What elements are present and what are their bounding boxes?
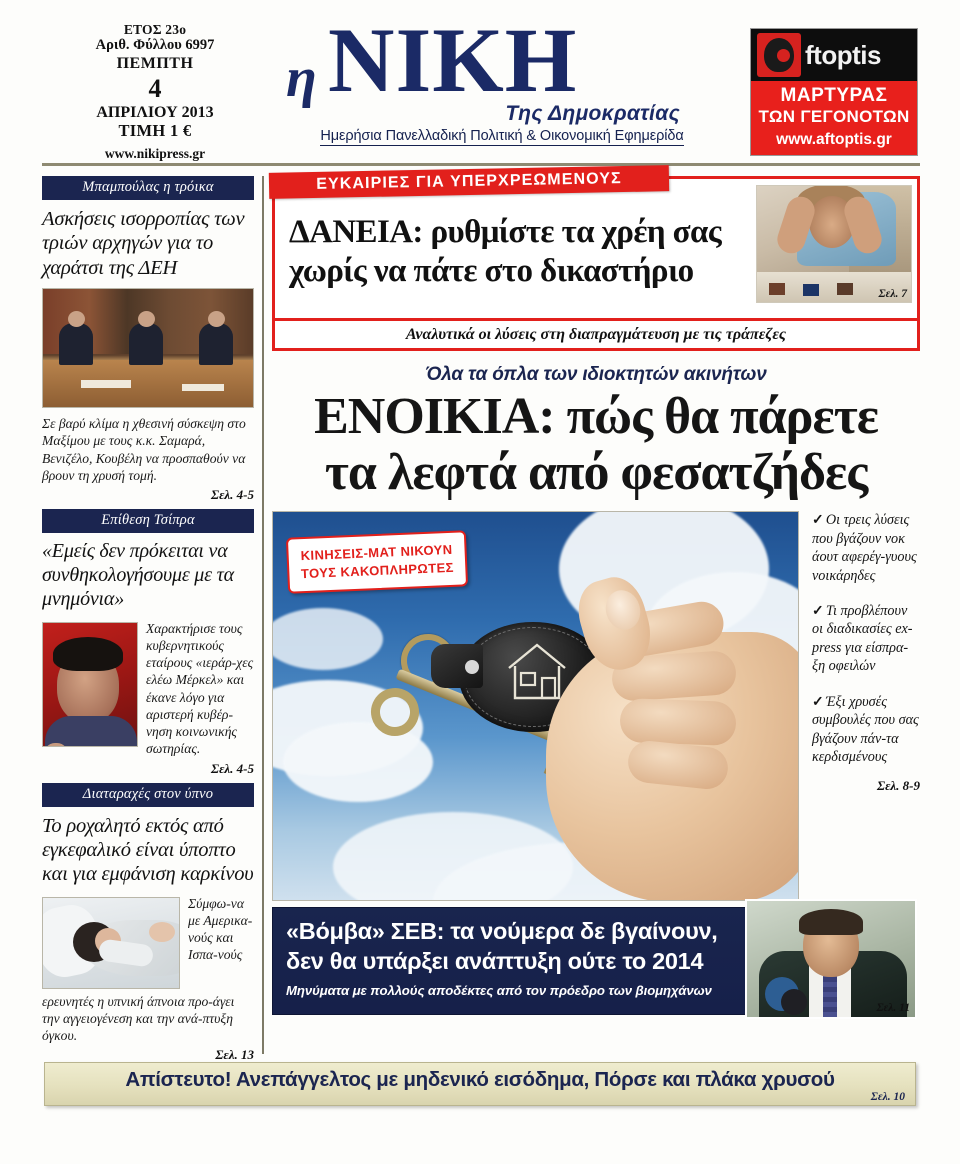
sidebar-item-troika[interactable] [42, 176, 254, 503]
check-icon: ✓ [812, 512, 824, 529]
issue-year: ΕΤΟΣ 23ο [123, 22, 187, 37]
ad-brand: ftoptis [805, 39, 881, 70]
rail-bullet[interactable] [812, 693, 920, 767]
masthead-website[interactable]: www.nikipress.gr [104, 145, 206, 161]
photo-tsipras [42, 622, 138, 747]
rail-bullet-text: Έξι χρυσές συμβουλές που σας βγάζουν πάν-τα κερδισμένους [812, 693, 919, 766]
sidebar-body: Σε βαρύ κλίμα η χθεσινή σύσκεψη στο Μαξίμου με τους κ.κ. Σαμαρά, Βενιζέλο, Κουβέλη να προσπαθούν να βρουν τη χρυσή τομή. [42, 416, 246, 483]
finger [619, 698, 736, 746]
masthead-divider [42, 163, 920, 166]
issue-weekday: ΠΕΜΠΤΗ [116, 55, 194, 73]
logo-name: ΝΙΚΗ [328, 9, 578, 111]
sidebar [42, 176, 264, 1063]
house-icon [505, 640, 569, 702]
sidebar-page-ref: Σελ. 4-5 [211, 487, 254, 503]
promo-subhead: Αναλυτικά οι λύσεις στη διαπραγμάτευση με τις τράπεζες [275, 318, 917, 348]
sidebar-section-header: Διαταραχές στον ύπνο [42, 783, 254, 807]
sidebar-body: Χαρακτήρισε τους κυβερνητικούς εταίρους «ιεράρ-χες ελέω Μέρκελ» και έκανε λόγο για αριστερή κυβέρ-νηση κοινωνικής σωτηρίας. [146, 620, 254, 757]
sidebar-headline: «Εμείς δεν πρόκειται να συνθηκολογήσουμε με τα μνημόνια» [42, 540, 234, 610]
issue-month-year: ΑΠΡΙΛΙΟΥ 2013 [96, 104, 214, 122]
sidebar-item-sleep[interactable] [42, 783, 254, 1064]
promo-headline [289, 213, 749, 290]
sidebar-headline: Ασκήσεις ισορροπίας των τριών αρχηγών για το χαράτσι της ΔΕΗ [42, 208, 245, 279]
ad-logo-band [751, 29, 917, 81]
masthead [0, 0, 960, 165]
rail-bullet-text: Οι τρεις λύσεις που βγάζουν νοκ άουτ αφερέγ-γυους νοικάρηδες [812, 512, 917, 584]
check-icon: ✓ [812, 693, 824, 710]
sticker-line1: ΚΙΝΗΣΕΙΣ-ΜΑΤ ΝΙΚΟΥΝ [300, 542, 453, 564]
masthead-issue-info [50, 22, 260, 161]
main-column [272, 170, 920, 1025]
sidebar-section-header: Μπαμπούλας η τρόικα [42, 176, 254, 200]
logo-article: η [286, 47, 317, 109]
sidebar-body-wrap: Σύμφω-να με Αμερικα-νούς και Ισπα-νούς [188, 895, 253, 963]
rail-page-ref: Σελ. 8-9 [877, 777, 920, 793]
issue-number: Αριθ. Φύλλου 6997 [95, 37, 215, 54]
promo-headline-line1: ΔΑΝΕΙΑ: ρυθμίστε τα χρέη σας [289, 214, 722, 250]
logo-row [262, 9, 742, 112]
masthead-logo [262, 9, 742, 146]
photo-sev-president [745, 899, 917, 1019]
promo-headline-line2: χωρίς να πάτε στο δικαστήριο [289, 252, 694, 289]
ad-line1: ΜΑΡΤΥΡΑΣ [780, 85, 888, 106]
sticker-line2: ΤΟΥΣ ΚΑΚΟΠΛΗΡΩΤΕΣ [300, 559, 455, 582]
rail-bullet[interactable] [812, 602, 920, 676]
issue-day: 4 [148, 74, 162, 104]
bluebox-subhead: Μηνύματα με πολλούς αποδέκτες από τον πρόεδρο των βιομηχάνων [286, 983, 712, 999]
logo-subtitle: Της Δημοκρατίας [505, 102, 680, 125]
ad-text-band [751, 81, 917, 155]
bottom-banner-page-ref: Σελ. 10 [870, 1091, 905, 1103]
sidebar-section-header: Επίθεση Τσίπρα [42, 509, 254, 533]
aftoptis-logo-icon [757, 33, 801, 77]
masthead-tagline: Ημερήσια Πανελλαδική Πολιτική & Οικονομική Εφημερίδα [320, 128, 684, 144]
sidebar-page-ref: Σελ. 4-5 [211, 760, 254, 776]
aftoptis-ad[interactable] [750, 28, 918, 156]
bullet-rail [808, 511, 920, 841]
bluebox-area [272, 907, 920, 1025]
check-icon: ✓ [812, 602, 824, 619]
bottom-banner[interactable] [44, 1062, 916, 1106]
issue-price: ΤΙΜΗ 1 € [118, 121, 192, 141]
bluebox-line2: δεν θα υπάρξει ανάπτυξη ούτε το 2014 [286, 948, 704, 975]
sidebar-page-ref: Σελ. 13 [215, 1047, 254, 1063]
bottom-banner-text: Απίστευτο! Ανεπάγγελτος με μηδενικό εισόδημα, Πόρσε και πλάκα χρυσού [125, 1068, 835, 1091]
rail-bullet[interactable] [812, 511, 920, 585]
sidebar-item-tsipras[interactable] [42, 509, 254, 776]
photo-sleeping-woman [42, 897, 180, 989]
main-kicker: Όλα τα όπλα των ιδιοκτητών ακινήτων [425, 364, 767, 385]
promo-loans-box[interactable] [272, 170, 920, 351]
sev-story-box[interactable] [272, 907, 799, 1015]
sidebar-body-rest: ερευνητές η υπνική άπνοια προ-άγει την αγγειογένεση και την ανά-πτυξη όγκου. [42, 993, 235, 1044]
photo-stressed-woman [756, 185, 912, 303]
hero-area [272, 511, 920, 901]
promo-kicker: ΕΥΚΑΙΡΙΕΣ ΓΙΑ ΥΠΕΡΧΡΕΩΜΕΝΟΥΣ [269, 165, 669, 199]
rail-bullet-text: Τι προβλέπουν οι διαδικασίες ex-press για είσπρα-ξη οφειλών [812, 602, 913, 675]
photo-hand-holding-house-key [272, 511, 799, 901]
bluebox-line1: «Βόμβα» ΣΕΒ: τα νούμερα δε βγαίνουν, [286, 918, 718, 945]
ad-line2: ΤΩΝ ΓΕΓΟΝΟΤΩΝ [758, 107, 910, 126]
photo-leaders-meeting [42, 288, 254, 408]
sidebar-headline: Το ροχαλητό εκτός από εγκεφαλικό είναι ύποπτο και για εμφάνιση καρκίνου [42, 814, 254, 886]
main-headline-line1: ΕΝΟΙΚΙΑ: πώς θα πάρετε [314, 388, 878, 445]
sticker-callout [286, 530, 468, 593]
promo-photo-page-ref: Σελ. 7 [878, 288, 907, 300]
bluebox-photo-page-ref: Σελ. 11 [876, 1002, 910, 1015]
main-headline-line2: τα λεφτά από φεσατζήδες [324, 444, 868, 502]
ad-url[interactable]: www.aftoptis.gr [776, 131, 892, 148]
